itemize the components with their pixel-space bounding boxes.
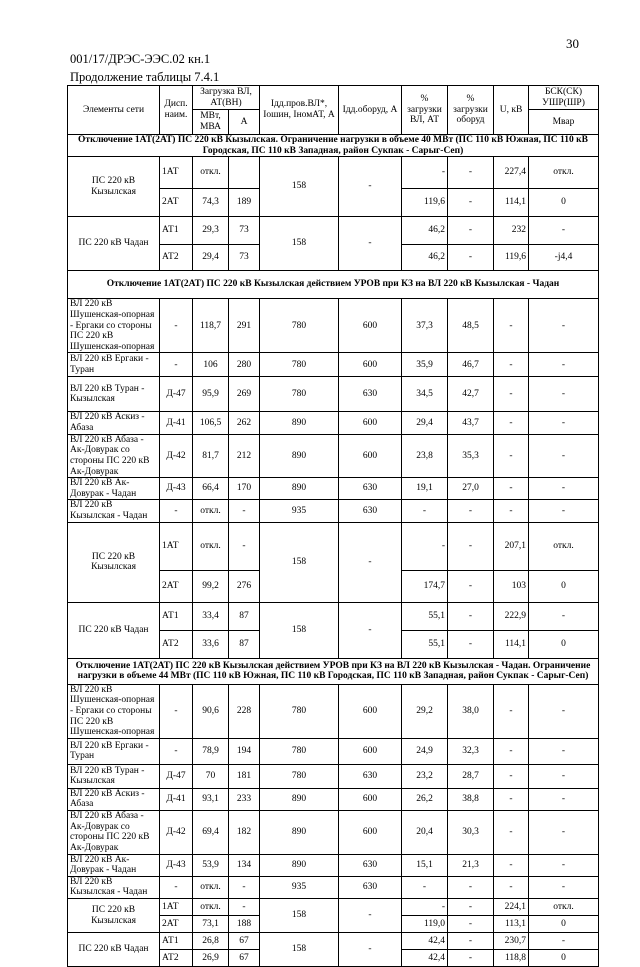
load-amps: 182 [229,811,260,855]
load-mw: откл. [193,899,229,916]
current-line: 780 [260,377,339,412]
load-pct-equipment: - [448,916,494,933]
load-mw: 99,2 [193,570,229,602]
header-elements: Элементы сети [68,86,160,135]
compensation: -j4,4 [529,245,599,271]
load-pct-line: 55,1 [402,630,448,658]
header-current-equipment: Iдд.оборуд, А [339,86,402,135]
load-pct-line: 29,4 [402,412,448,434]
section-title: Отключение 1АТ(2АТ) ПС 220 кВ Кызылская действием УРОВ при КЗ на ВЛ 220 кВ Кызылская - Чадан [68,271,599,299]
current-line: 890 [260,478,339,500]
load-pct-equipment: - [448,570,494,602]
load-mw: откл. [193,500,229,522]
header-mvar: Мвар [529,110,599,135]
current-equipment: 630 [339,854,402,876]
line-name: ВЛ 220 кВ Абаза - Ак-Довурак со стороны ПС 220 кВ Ак-Довурак [68,434,160,478]
current-line: 780 [260,299,339,353]
table-row [68,157,599,189]
compensation: - [529,478,599,500]
current-line: 780 [260,353,339,377]
load-pct-line: 26,2 [402,788,448,810]
load-pct-line: 24,9 [402,738,448,764]
page-number: 30 [566,36,579,51]
voltage: 230,7 [494,933,529,950]
compensation: 0 [529,189,599,217]
compensation: откл. [529,522,599,570]
current-line: 890 [260,788,339,810]
compensation: - [529,299,599,353]
load-pct-equipment: 21,3 [448,854,494,876]
voltage: - [494,377,529,412]
table-row [68,299,599,353]
current-line: 780 [260,684,339,738]
load-mw: 26,8 [193,933,229,950]
load-amps: 276 [229,570,260,602]
compensation: - [529,217,599,245]
unit-name: АТ1 [160,602,193,630]
compensation: 0 [529,630,599,658]
line-name: ВЛ 220 кВ Ак-Довурак - Чадан [68,854,160,876]
load-pct-line: - [402,157,448,189]
load-pct-line: 174,7 [402,570,448,602]
table-row [68,602,599,630]
table-row [68,764,599,788]
station-name: ПС 220 кВ Кызылская [68,899,160,933]
current-line: 158 [260,899,339,933]
station-name: ПС 220 кВ Чадан [68,933,160,967]
load-amps: 181 [229,764,260,788]
header-load-pct-equipment: % загрузки оборуд [448,86,494,135]
load-pct-line: 35,9 [402,353,448,377]
disp-name: Д-43 [160,478,193,500]
load-pct-line: 42,4 [402,933,448,950]
current-line: 158 [260,522,339,602]
load-pct-equipment: 42,7 [448,377,494,412]
load-amps [229,157,260,189]
voltage: 113,1 [494,916,529,933]
voltage: 114,1 [494,189,529,217]
compensation: 0 [529,916,599,933]
load-mw: 29,4 [193,245,229,271]
compensation: - [529,764,599,788]
load-mw: 93,1 [193,788,229,810]
load-pct-equipment: - [448,950,494,967]
unit-name: 1АТ [160,157,193,189]
compensation: - [529,434,599,478]
line-name: ВЛ 220 кВ Шушенская-опорная - Ергаки со стороны ПС 220 кВ Шушенская-опорная [68,684,160,738]
load-pct-equipment: 48,5 [448,299,494,353]
unit-name: АТ2 [160,950,193,967]
voltage: - [494,788,529,810]
load-pct-equipment: - [448,933,494,950]
voltage: - [494,412,529,434]
voltage: - [494,299,529,353]
load-pct-line: 42,4 [402,950,448,967]
current-equipment: 630 [339,764,402,788]
load-mw: откл. [193,157,229,189]
current-equipment: 600 [339,684,402,738]
voltage: - [494,500,529,522]
load-pct-equipment: - [448,217,494,245]
load-pct-equipment: 38,8 [448,788,494,810]
load-amps: 280 [229,353,260,377]
voltage: 103 [494,570,529,602]
load-mw: 90,6 [193,684,229,738]
voltage: - [494,434,529,478]
header-disp-name: Дисп. наим. [160,86,193,135]
load-pct-equipment: 43,7 [448,412,494,434]
station-name: ПС 220 кВ Кызылская [68,157,160,217]
line-name: ВЛ 220 кВ Туран - Кызылская [68,377,160,412]
load-amps: 67 [229,933,260,950]
station-name: ПС 220 кВ Кызылская [68,522,160,602]
current-equipment: - [339,522,402,602]
line-name: ВЛ 220 кВ Туран - Кызылская [68,764,160,788]
current-line: 890 [260,854,339,876]
current-equipment: 630 [339,478,402,500]
header-mw: МВт, МВА [193,110,229,135]
load-amps: 194 [229,738,260,764]
load-pct-line: 34,5 [402,377,448,412]
disp-name: - [160,684,193,738]
voltage: 118,8 [494,950,529,967]
header-amps: А [229,110,260,135]
load-pct-line: 20,4 [402,811,448,855]
load-pct-line: 23,2 [402,764,448,788]
disp-name: - [160,500,193,522]
load-mw: откл. [193,876,229,898]
unit-name: АТ2 [160,245,193,271]
compensation: - [529,811,599,855]
unit-name: 1АТ [160,899,193,916]
current-equipment: - [339,217,402,271]
station-name: ПС 220 кВ Чадан [68,217,160,271]
load-pct-equipment: - [448,876,494,898]
load-pct-equipment: - [448,899,494,916]
line-name: ВЛ 220 кВ Абаза - Ак-Довурак со стороны ПС 220 кВ Ак-Довурак [68,811,160,855]
current-equipment: 630 [339,876,402,898]
section-title: Отключение 1АТ(2АТ) ПС 220 кВ Кызылская действием УРОВ при КЗ на ВЛ 220 кВ Кызылская - Чадан. Ограничение нагрузки в объеме 44 МВт (ПС 110 кВ Южная, ПС 110 кВ Городская, ПС 110 кВ Западная, район Сукпак - Сарыг-Сеп) [68,658,599,684]
voltage: - [494,478,529,500]
load-pct-equipment: - [448,245,494,271]
unit-name: 2АТ [160,916,193,933]
load-amps: 67 [229,950,260,967]
voltage: - [494,854,529,876]
compensation: - [529,933,599,950]
current-equipment: - [339,602,402,658]
current-line: 158 [260,217,339,271]
voltage: 119,6 [494,245,529,271]
compensation: - [529,738,599,764]
compensation: - [529,684,599,738]
load-pct-equipment: 38,0 [448,684,494,738]
load-amps: 233 [229,788,260,810]
voltage: - [494,876,529,898]
voltage: 232 [494,217,529,245]
load-amps: - [229,522,260,570]
voltage: 207,1 [494,522,529,570]
load-pct-line: 29,2 [402,684,448,738]
load-mw: 69,4 [193,811,229,855]
load-pct-line: 19,1 [402,478,448,500]
load-pct-equipment: 32,3 [448,738,494,764]
disp-name: - [160,299,193,353]
header-voltage: U, кВ [494,86,529,135]
table-continuation-caption: Продолжение таблицы 7.4.1 [70,70,220,84]
line-name: ВЛ 220 кВ Кызылская - Чадан [68,500,160,522]
load-pct-equipment: 30,3 [448,811,494,855]
load-mw: 74,3 [193,189,229,217]
compensation: - [529,876,599,898]
load-pct-equipment: 28,7 [448,764,494,788]
load-mw: 81,7 [193,434,229,478]
table-row [68,377,599,412]
disp-name: Д-47 [160,764,193,788]
unit-name: АТ2 [160,630,193,658]
section-title-row [68,658,599,684]
load-pct-equipment: - [448,602,494,630]
load-mw: 53,9 [193,854,229,876]
load-pct-equipment: - [448,522,494,570]
line-name: ВЛ 220 кВ Ергаки - Туран [68,353,160,377]
load-mw: 95,9 [193,377,229,412]
current-equipment: 600 [339,299,402,353]
current-equipment: 600 [339,738,402,764]
load-amps: 134 [229,854,260,876]
compensation: 0 [529,950,599,967]
table-row [68,899,599,916]
current-line: 935 [260,500,339,522]
compensation: откл. [529,157,599,189]
load-pct-line: 46,2 [402,217,448,245]
table-row [68,500,599,522]
voltage: - [494,353,529,377]
current-line: 158 [260,157,339,217]
voltage: - [494,684,529,738]
load-mw: 33,4 [193,602,229,630]
current-equipment: 630 [339,500,402,522]
load-pct-line: - [402,899,448,916]
compensation: - [529,412,599,434]
current-equipment: 600 [339,811,402,855]
load-mw: 66,4 [193,478,229,500]
compensation: 0 [529,570,599,602]
load-mw: 106,5 [193,412,229,434]
load-amps: 212 [229,434,260,478]
compensation: - [529,353,599,377]
compensation: - [529,377,599,412]
load-mw: 118,7 [193,299,229,353]
load-pct-line: 37,3 [402,299,448,353]
table-row [68,412,599,434]
unit-name: 1АТ [160,522,193,570]
table-row [68,876,599,898]
table-row [68,217,599,245]
line-name: ВЛ 220 кВ Аскиз - Абаза [68,788,160,810]
load-amps: 188 [229,916,260,933]
load-pct-line: 15,1 [402,854,448,876]
station-name: ПС 220 кВ Чадан [68,602,160,658]
table-row [68,434,599,478]
disp-name: Д-41 [160,412,193,434]
disp-name: - [160,353,193,377]
unit-name: АТ1 [160,217,193,245]
load-mw: 78,9 [193,738,229,764]
current-equipment: - [339,933,402,967]
voltage: 224,1 [494,899,529,916]
load-pct-equipment: 27,0 [448,478,494,500]
table-row [68,478,599,500]
line-name: ВЛ 220 кВ Ак-Довурак - Чадан [68,478,160,500]
load-amps: 269 [229,377,260,412]
current-line: 890 [260,412,339,434]
current-line: 935 [260,876,339,898]
load-amps: 87 [229,630,260,658]
load-pct-line: 55,1 [402,602,448,630]
voltage: - [494,764,529,788]
load-amps: - [229,876,260,898]
load-amps: 228 [229,684,260,738]
compensation: - [529,788,599,810]
load-pct-line: - [402,500,448,522]
load-pct-line: - [402,876,448,898]
load-amps: 170 [229,478,260,500]
disp-name: - [160,738,193,764]
disp-name: - [160,876,193,898]
header-compensation: БСК(СК) УШР(ШР) [529,86,599,110]
current-equipment: - [339,157,402,217]
line-name: ВЛ 220 кВ Аскиз - Абаза [68,412,160,434]
table-row [68,684,599,738]
table-row [68,854,599,876]
header-load: Загрузка ВЛ, АТ(ВН) [193,86,260,110]
current-line: 158 [260,602,339,658]
line-name: ВЛ 220 кВ Кызылская - Чадан [68,876,160,898]
section-title-row [68,135,599,157]
compensation: откл. [529,899,599,916]
current-line: 780 [260,738,339,764]
disp-name: Д-42 [160,811,193,855]
load-table [67,85,599,967]
table-row [68,353,599,377]
current-line: 890 [260,434,339,478]
load-mw: откл. [193,522,229,570]
voltage: - [494,738,529,764]
header-load-pct-line: % загрузки ВЛ, АТ [402,86,448,135]
load-amps: 291 [229,299,260,353]
disp-name: Д-43 [160,854,193,876]
load-pct-line: 119,0 [402,916,448,933]
load-pct-equipment: - [448,500,494,522]
load-pct-equipment: - [448,630,494,658]
current-line: 890 [260,811,339,855]
voltage: 227,4 [494,157,529,189]
voltage: 222,9 [494,602,529,630]
document-id: 001/17/ДРЭС-ЭЭС.02 кн.1 [70,52,211,66]
load-pct-line: 46,2 [402,245,448,271]
unit-name: 2АТ [160,189,193,217]
current-equipment: 600 [339,788,402,810]
load-pct-line: 119,6 [402,189,448,217]
voltage: 114,1 [494,630,529,658]
load-mw: 33,6 [193,630,229,658]
load-amps: 73 [229,217,260,245]
table-row [68,811,599,855]
header-current-line: Iдд.пров.ВЛ*, Iошин, IномАТ, А [260,86,339,135]
current-equipment: 600 [339,353,402,377]
load-mw: 106 [193,353,229,377]
load-mw: 29,3 [193,217,229,245]
load-amps: 73 [229,245,260,271]
load-mw: 26,9 [193,950,229,967]
disp-name: Д-47 [160,377,193,412]
table-row [68,788,599,810]
section-title: Отключение 1АТ(2АТ) ПС 220 кВ Кызылская. Ограничение нагрузки в объеме 40 МВт (ПС 110 кВ Южная, ПС 110 кВ Городская, ПС 110 кВ Западная, район Сукпак - Сарыг-Сеп) [68,135,599,157]
current-line: 780 [260,764,339,788]
current-line: 158 [260,933,339,967]
line-name: ВЛ 220 кВ Шушенская-опорная - Ергаки со стороны ПС 220 кВ Шушенская-опорная [68,299,160,353]
table-row [68,738,599,764]
current-equipment: - [339,899,402,933]
load-mw: 73,1 [193,916,229,933]
load-amps: 189 [229,189,260,217]
load-pct-equipment: 46,7 [448,353,494,377]
compensation: - [529,500,599,522]
table-row [68,522,599,570]
load-pct-equipment: - [448,189,494,217]
voltage: - [494,811,529,855]
load-amps: 262 [229,412,260,434]
load-amps: 87 [229,602,260,630]
disp-name: Д-42 [160,434,193,478]
load-pct-equipment: - [448,157,494,189]
load-amps: - [229,899,260,916]
unit-name: АТ1 [160,933,193,950]
compensation: - [529,854,599,876]
load-amps: - [229,500,260,522]
unit-name: 2АТ [160,570,193,602]
load-pct-equipment: 35,3 [448,434,494,478]
load-pct-line: - [402,522,448,570]
compensation: - [529,602,599,630]
load-mw: 70 [193,764,229,788]
line-name: ВЛ 220 кВ Ергаки - Туран [68,738,160,764]
current-equipment: 630 [339,377,402,412]
current-equipment: 600 [339,434,402,478]
disp-name: Д-41 [160,788,193,810]
load-pct-line: 23,8 [402,434,448,478]
section-title-row [68,271,599,299]
current-equipment: 600 [339,412,402,434]
table-row [68,933,599,950]
